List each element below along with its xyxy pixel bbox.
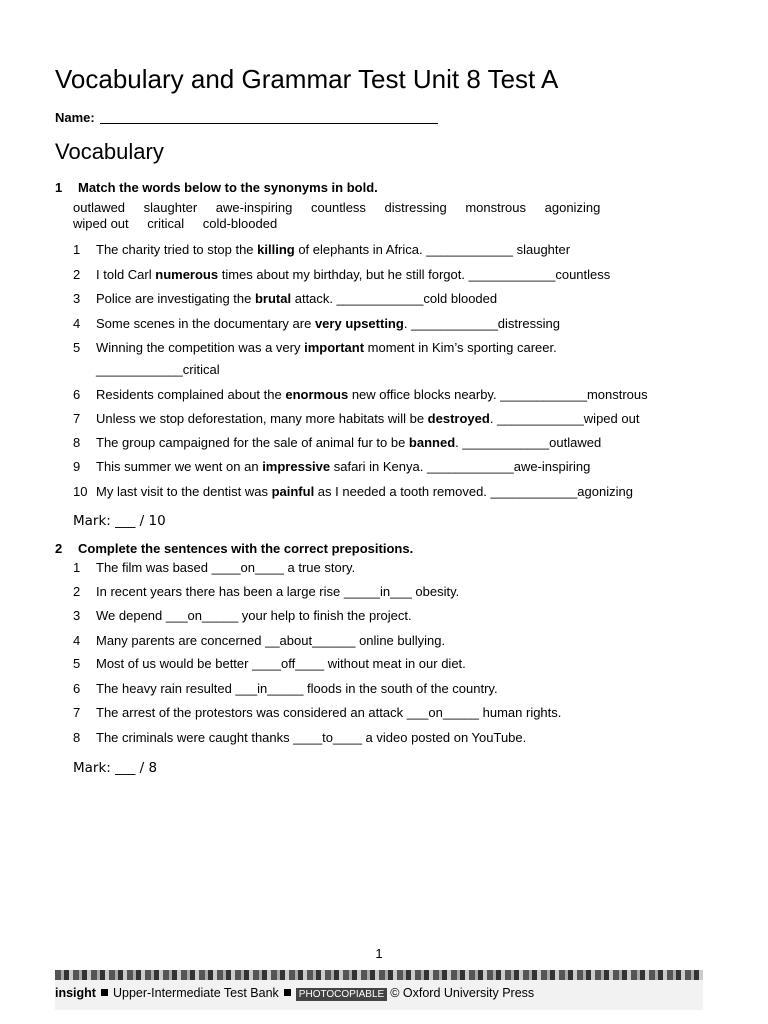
list-item	[73, 608, 412, 623]
list-item	[73, 584, 459, 599]
word-bank-row	[73, 200, 615, 216]
footer-publisher: © Oxford University Press	[390, 986, 535, 1000]
item-answer: ____________critical	[96, 362, 220, 377]
item-number: 1	[73, 242, 81, 257]
item-bold-word: painful	[271, 484, 315, 499]
item-text: Most of us would be better ____off____ without meat in our diet.	[96, 656, 466, 671]
list-item	[73, 316, 560, 331]
item-bold-word: numerous	[155, 267, 219, 282]
item-text: Many parents are concerned __about______ online bullying.	[96, 633, 446, 648]
item-answer: safari in Kenya. ____________awe-inspiring	[330, 459, 591, 474]
word-bank-word: wiped out	[73, 216, 129, 231]
item-number: 10	[73, 484, 88, 499]
item-text: The arrest of the protestors was considered an attack ___on_____ human rights.	[96, 705, 562, 720]
item-text: We depend ___on_____ your help to finish the project.	[96, 608, 412, 623]
item-bold-word: important	[304, 340, 365, 355]
word-bank-word: monstrous	[465, 200, 527, 215]
item-number: 4	[73, 633, 81, 648]
word-bank-word: cold-blooded	[202, 216, 278, 231]
item-bold-word: destroyed	[427, 411, 490, 426]
mark-field-exercise-2: Mark: ___ / 8	[73, 760, 158, 776]
item-answer: . ____________wiped out	[489, 411, 640, 426]
item-answer: of elephants in Africa. ____________ slaughter	[294, 242, 571, 257]
footer	[55, 986, 534, 1000]
page-title: Vocabulary and Grammar Test Unit 8 Test A	[55, 64, 559, 94]
list-item	[73, 340, 557, 355]
list-item	[73, 656, 466, 671]
word-bank-word: agonizing	[544, 200, 601, 215]
item-bold-word: brutal	[254, 291, 292, 306]
item-number: 1	[73, 560, 81, 575]
item-answer: . ____________outlawed	[455, 435, 602, 450]
item-text: Winning the competition was a very	[96, 340, 305, 355]
list-item	[73, 387, 648, 402]
mark-field-exercise-1: Mark: ___ / 10	[73, 513, 166, 529]
item-text: The criminals were caught thanks ____to____ a video posted on YouTube.	[96, 730, 527, 745]
item-text: The group campaigned for the sale of animal fur to be	[96, 435, 409, 450]
list-item	[73, 484, 633, 499]
word-bank-word: slaughter	[143, 200, 198, 215]
item-text: The charity tried to stop the	[96, 242, 258, 257]
list-item	[73, 411, 639, 426]
item-text: The heavy rain resulted ___in_____ floods in the south of the country.	[96, 681, 498, 696]
item-number: 7	[73, 411, 81, 426]
item-bold-word: enormous	[285, 387, 349, 402]
footer-test-bank: Upper-Intermediate Test Bank	[112, 986, 279, 1000]
footer-decorative-band	[55, 970, 703, 980]
photocopiable-badge: PHOTOCOPIABLE	[296, 988, 387, 1001]
word-bank-word: outlawed	[73, 200, 126, 215]
item-text: This summer we went on an	[96, 459, 263, 474]
item-number: 3	[73, 291, 81, 306]
word-bank-word: awe-inspiring	[215, 200, 293, 215]
word-bank-row	[73, 216, 615, 232]
word-bank	[73, 200, 615, 232]
exercise-1-heading	[55, 180, 378, 195]
name-blank-line[interactable]	[100, 123, 438, 124]
item-text: I told Carl	[96, 267, 156, 282]
item-text: In recent years there has been a large rise _____in___ obesity.	[96, 584, 460, 599]
item-answer: attack. ____________cold blooded	[291, 291, 498, 306]
list-item	[73, 633, 445, 648]
item-text: Unless we stop deforestation, many more habitats will be	[96, 411, 428, 426]
word-bank-word: critical	[147, 216, 185, 231]
item-number: 8	[73, 730, 81, 745]
item-bold-word: banned	[408, 435, 456, 450]
item-text: Some scenes in the documentary are	[96, 316, 315, 331]
item-text: Police are investigating the	[96, 291, 255, 306]
list-item	[73, 267, 610, 282]
item-number: 9	[73, 459, 81, 474]
list-item	[73, 435, 601, 450]
square-bullet-icon	[284, 989, 291, 996]
item-number: 3	[73, 608, 81, 623]
word-bank-word: distressing	[384, 200, 447, 215]
item-number: 7	[73, 705, 81, 720]
item-number: 2	[73, 584, 81, 599]
item-text-end: moment in Kim’s sporting career.	[364, 340, 557, 355]
exercise-number: 2	[55, 541, 63, 556]
item-answer: as I needed a tooth removed. ____________agonizing	[314, 484, 633, 499]
page-number: 1	[375, 946, 383, 961]
item-number: 5	[73, 340, 81, 355]
item-bold-word: very upsetting	[314, 316, 404, 331]
item-bold-word: killing	[257, 242, 295, 257]
item-bold-word: impressive	[262, 459, 331, 474]
square-bullet-icon	[101, 989, 108, 996]
item-answer: . ____________distressing	[403, 316, 560, 331]
list-item	[73, 459, 590, 474]
item-number: 4	[73, 316, 81, 331]
list-item	[73, 560, 355, 575]
exercise-number: 1	[55, 180, 63, 195]
name-label: Name:	[55, 110, 95, 125]
item-answer: new office blocks nearby. ____________monstrous	[348, 387, 648, 402]
list-item	[73, 681, 498, 696]
item-text: The film was based ____on____ a true story.	[96, 560, 356, 575]
exercise-2-heading	[55, 541, 413, 556]
item-answer: times about my birthday, but he still forgot. ____________countless	[218, 267, 611, 282]
item-text: Residents complained about the	[96, 387, 286, 402]
list-item	[73, 705, 561, 720]
word-bank-word: countless	[311, 200, 366, 215]
item-number: 6	[73, 387, 81, 402]
exercise-instruction: Complete the sentences with the correct prepositions.	[78, 541, 414, 556]
name-field-row	[55, 110, 438, 125]
item-number: 6	[73, 681, 81, 696]
section-title: Vocabulary	[55, 139, 164, 164]
list-item	[73, 242, 570, 257]
item-number: 5	[73, 656, 81, 671]
footer-brand: insight	[55, 986, 96, 1000]
item-number: 8	[73, 435, 81, 450]
item-text: My last visit to the dentist was	[96, 484, 272, 499]
list-item	[73, 730, 526, 745]
exercise-instruction: Match the words below to the synonyms in bold.	[78, 180, 378, 195]
item-number: 2	[73, 267, 81, 282]
list-item	[73, 291, 497, 306]
